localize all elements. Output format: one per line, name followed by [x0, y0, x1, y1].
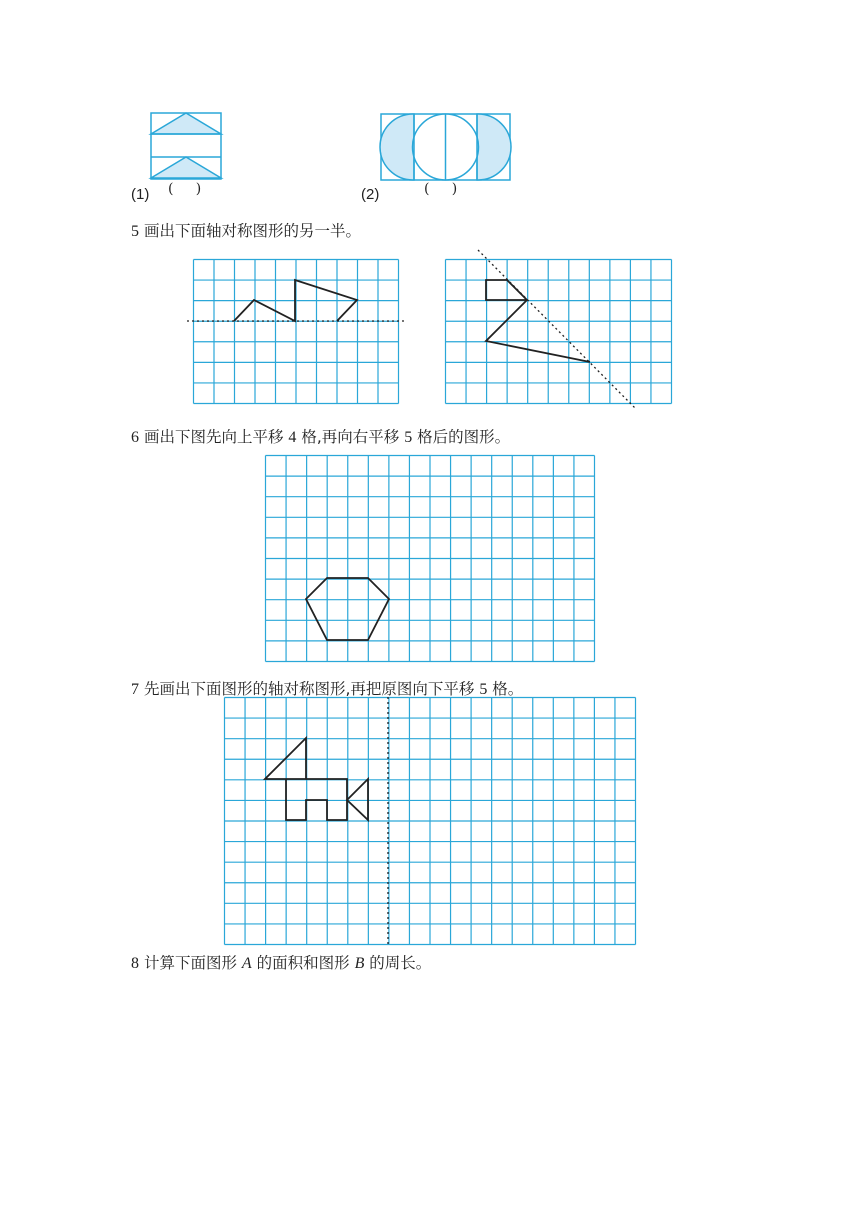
figure-2-circles: [380, 113, 512, 181]
figure-2-answer-blank[interactable]: ( ): [424, 181, 458, 197]
question-number: 7: [131, 681, 139, 698]
question-text-a: 画出下图先向上平移: [143, 428, 284, 446]
question-number: 6: [131, 429, 139, 446]
figure-1-rectangle-triangles: [150, 112, 223, 180]
move-up-count: 4: [288, 429, 297, 446]
figure-1-label: (1): [131, 186, 150, 203]
figure-1-answer-blank[interactable]: ( ): [168, 181, 202, 197]
question-number: 5: [131, 223, 139, 240]
figure-2-label: (2): [361, 186, 380, 203]
question-text-a: 先画出下面图形的轴对称图形,再把原图向下平移: [143, 680, 475, 698]
question-number: 8: [131, 955, 139, 972]
question-text-c: 格后的图形。: [417, 428, 511, 446]
question-8: [131, 951, 431, 973]
question-text-b: 格,再向右平移: [301, 428, 400, 446]
move-down-count: 5: [479, 681, 488, 698]
question-5: [131, 219, 361, 241]
figure-b-var: B: [354, 955, 365, 972]
question-6: [131, 425, 510, 447]
move-right-count: 5: [404, 429, 413, 446]
question-text-a: 计算下面图形: [143, 954, 237, 972]
q6-hexagon: [300, 570, 395, 645]
figure-a-var: A: [241, 955, 252, 972]
question-text-b: 格。: [492, 680, 524, 698]
q5-figure-left: [185, 255, 410, 410]
q5-figure-right: [440, 245, 650, 415]
q7-figure: [220, 690, 640, 950]
question-text-b: 的面积和图形: [256, 954, 350, 972]
question-text-c: 的周长。: [369, 954, 432, 972]
question-text: 画出下面轴对称图形的另一半。: [143, 222, 361, 240]
